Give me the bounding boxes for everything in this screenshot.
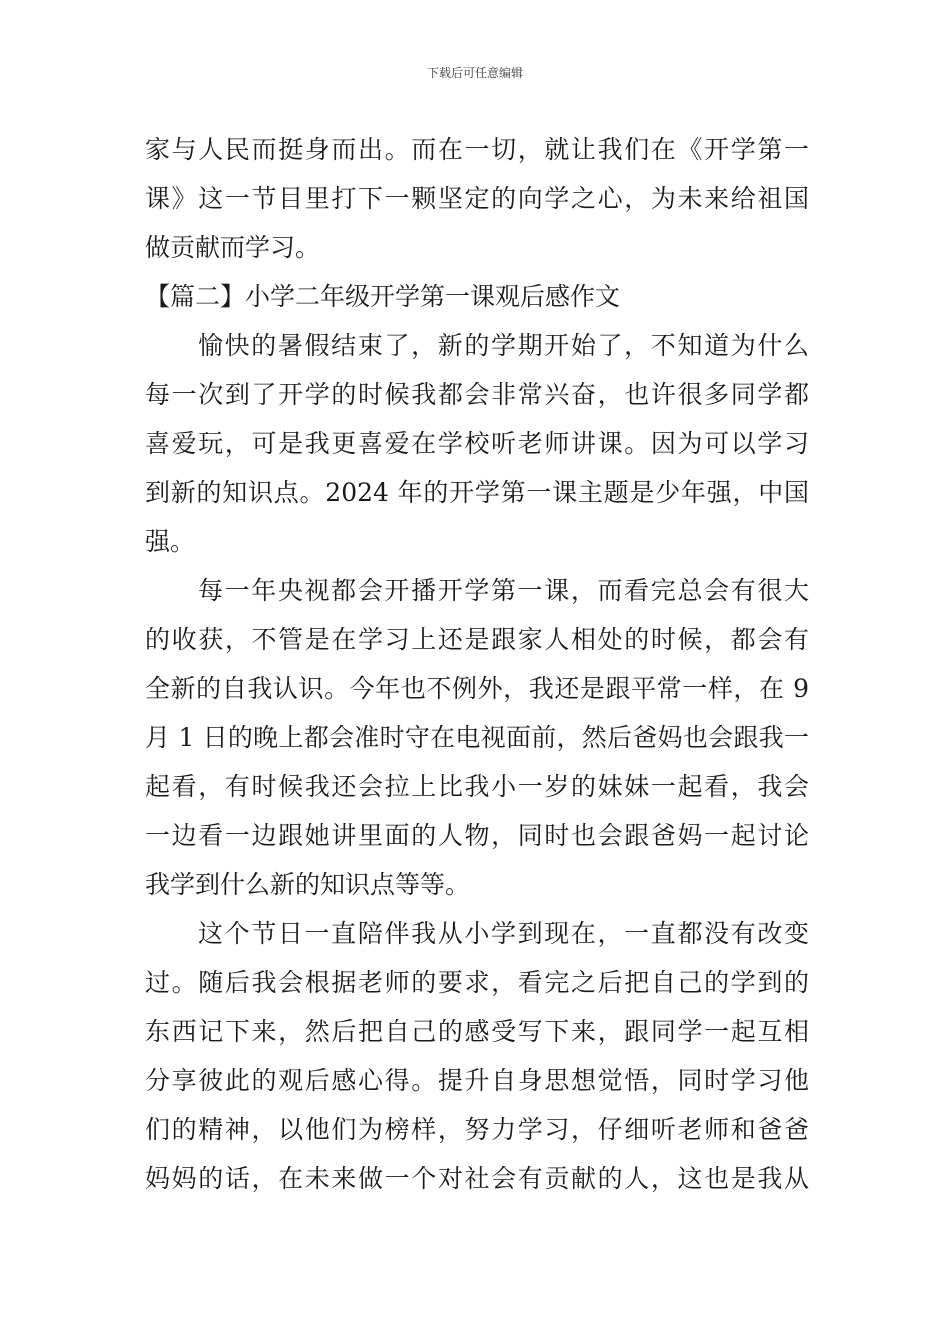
text-line: 这个节日一直陪伴我从小学到现在，一直都没有改变: [198, 919, 809, 948]
text-line: 每一年央视都会开播开学第一课，而看完总会有很大: [198, 576, 809, 605]
text-line: 的收获，不管是在学习上还是跟家人相处的时候，都会有: [145, 625, 809, 654]
text-line: 每一次到了开学的时候我都会非常兴奋，也许很多同学都: [145, 380, 809, 409]
text-line: 起看，有时候我还会拉上比我小一岁的妹妹一起看，我会: [145, 772, 809, 801]
text-line: 一边看一边跟她讲里面的人物，同时也会跟爸妈一起讨论: [145, 821, 809, 850]
text-line: 分享彼此的观后感心得。提升自身思想觉悟，同时学习他: [145, 1066, 809, 1095]
page-header: 下载后可任意编辑: [426, 66, 523, 80]
text-line: 全新的自我认识。今年也不例外，我还是跟平常一样，在 9: [145, 674, 809, 703]
text-line: 喜爱玩，可是我更喜爱在学校听老师讲课。因为可以学习: [145, 429, 809, 458]
text-line: 强。: [145, 527, 196, 556]
text-line: 们的精神，以他们为榜样，努力学习，仔细听老师和爸爸: [145, 1115, 809, 1144]
text-line: 家与人民而挺身而出。而在一切，就让我们在《开学第一: [145, 135, 809, 164]
text-line: 愉快的暑假结束了，新的学期开始了，不知道为什么: [198, 331, 809, 360]
text-line: 过。随后我会根据老师的要求，看完之后把自己的学到的: [145, 968, 809, 997]
text-line: 做贡献而学习。: [145, 233, 321, 262]
text-line: 我学到什么新的知识点等等。: [145, 870, 471, 899]
text-line: 课》这一节目里打下一颗坚定的向学之心，为未来给祖国: [145, 184, 809, 213]
text-line: 妈妈的话，在未来做一个对社会有贡献的人，这也是我从: [145, 1164, 809, 1193]
text-line: 东西记下来，然后把自己的感受写下来，跟同学一起互相: [145, 1017, 809, 1046]
text-line: 月 1 日的晚上都会准时守在电视面前，然后爸妈也会跟我一: [145, 723, 809, 752]
text-line: 到新的知识点。2024 年的开学第一课主题是少年强，中国: [145, 478, 809, 507]
document-body: [145, 125, 809, 1203]
text-line: 【篇二】小学二年级开学第一课观后感作文: [145, 282, 621, 311]
